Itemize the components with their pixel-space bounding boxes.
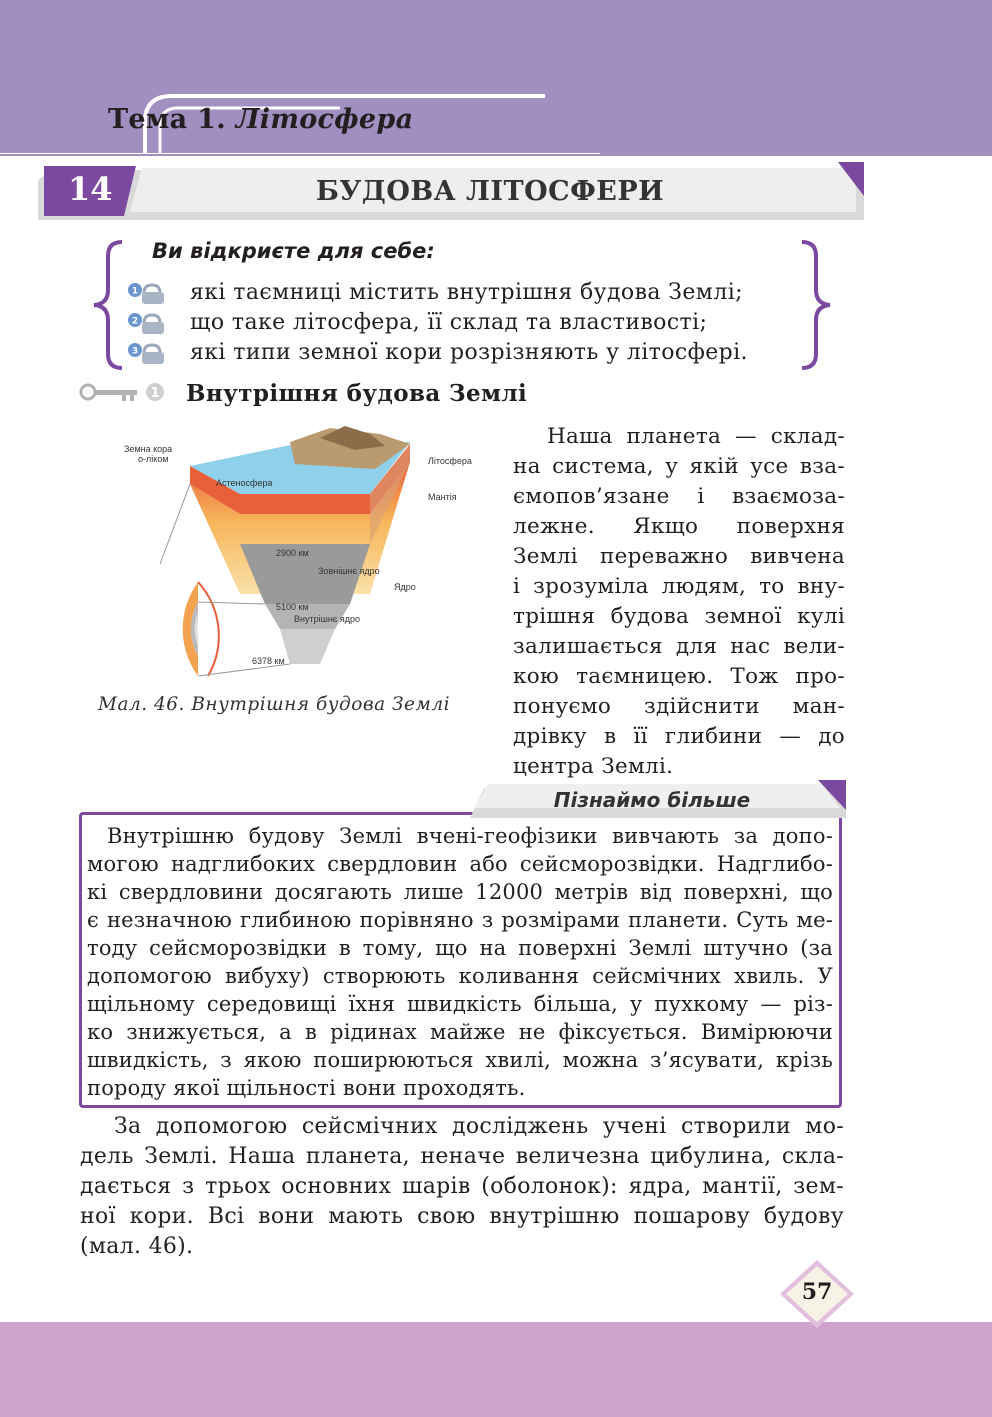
lock-icon-2	[126, 311, 168, 335]
lock-icon-3	[126, 341, 168, 365]
svg-text:6378 км: 6378 км	[252, 656, 285, 666]
svg-text:5100 км: 5100 км	[276, 602, 309, 612]
figure-caption: Мал. 46. Внутрішня будова Землі	[98, 694, 451, 715]
page-number: 57	[801, 1279, 833, 1305]
text-line: дрівку в її глибини — до	[513, 724, 845, 749]
text-line: лежне. Якщо поверхня	[513, 514, 845, 539]
text-line: За допомогою сейсмічних досліджень учені створили мо-	[114, 1114, 844, 1139]
topic-title: Тема 1. Літосфера	[108, 104, 414, 135]
svg-text:1: 1	[150, 386, 160, 401]
lock-icon-1	[126, 281, 168, 305]
earth-structure-figure	[80, 424, 490, 684]
svg-text:3: 3	[131, 346, 139, 357]
text-line: дається з трьох основних шарів (оболонок): ядра, мантії, зем-	[80, 1174, 844, 1199]
text-line: і зрозуміла людям, то вну-	[513, 574, 845, 599]
section-title: Внутрішня будова Землі	[186, 380, 528, 407]
text-line: Внутрішню будову Землі вчені-геофізики вивчають за допо-	[107, 824, 833, 848]
svg-text:Зовнішнє ядро: Зовнішнє ядро	[318, 566, 380, 576]
discover-item-2: що таке літосфера, її склад та властивості;	[190, 310, 708, 335]
text-line: (мал. 46).	[80, 1234, 194, 1259]
text-line: могою надглибоких свердловин або сейсморозвідки. Надглибо-	[87, 852, 833, 876]
lesson-number: 14	[68, 170, 113, 208]
footer-band	[0, 1322, 992, 1417]
svg-text:1: 1	[131, 286, 139, 297]
svg-text:Земна кора: Земна кора	[124, 444, 173, 454]
svg-text:2: 2	[131, 316, 139, 327]
lesson-title: БУДОВА ЛІТОСФЕРИ	[315, 176, 665, 207]
text-line: центра Землі.	[513, 754, 674, 779]
text-line: ної кори. Всі вони мають свою внутрішню пошарову будову	[80, 1204, 844, 1229]
svg-text:Внутрішнє ядро: Внутрішнє ядро	[294, 614, 361, 624]
text-line: ємопов’язане і взаємоза-	[513, 484, 845, 509]
text-line: Наша планета — склад-	[547, 424, 845, 449]
text-line: трішня будова земної кулі	[513, 604, 845, 629]
left-brace-icon	[88, 238, 128, 372]
text-line: породу якої щільності вони проходять.	[87, 1076, 526, 1100]
svg-text:Літосфера: Літосфера	[428, 456, 472, 466]
text-line: кою таємницею. Тож про-	[513, 664, 845, 689]
text-line: на система, у якій усе вза-	[513, 454, 845, 479]
text-line: ко знижується, а в рідинах майже не фіксується. Вимірюючи	[87, 1020, 833, 1044]
body-paragraph	[80, 1112, 844, 1262]
text-line: кі свердловини досягають лише 12000 метрів від поверхні, що	[87, 880, 833, 904]
right-brace-icon	[796, 238, 836, 372]
text-line: понуємо здійснити ман-	[513, 694, 845, 719]
text-line: дель Землі. Наша планета, неначе величезна цибулина, скла-	[80, 1144, 844, 1169]
text-line: тоду сейсморозвідки в тому, що на поверхні Землі штучно (за	[87, 936, 833, 960]
text-line: допомогою вибуху) створюють коливання сейсмічних хвиль. У	[87, 964, 833, 988]
svg-text:Мантія: Мантія	[428, 492, 457, 502]
info-title: Пізнаймо більше	[553, 788, 751, 812]
info-paragraph	[87, 822, 833, 1102]
text-line: є незначною глибиною порівняно з розмірами планети. Суть ме-	[87, 908, 833, 932]
side-paragraph	[513, 422, 845, 782]
text-line: Землі переважно вивчена	[513, 544, 845, 569]
text-line: залишається для нас вели-	[513, 634, 845, 659]
key-icon	[78, 381, 170, 405]
svg-text:о-ліком: о-ліком	[138, 454, 169, 464]
svg-text:Астеносфера: Астеносфера	[216, 478, 273, 488]
svg-text:2900 км: 2900 км	[276, 548, 309, 558]
text-line: швидкість, з якою поширюються хвилі, можна з’ясувати, крізь	[87, 1048, 833, 1072]
svg-text:Ядро: Ядро	[394, 582, 416, 592]
discover-heading: Ви відкриєте для себе:	[152, 239, 435, 263]
discover-item-1: які таємниці містить внутрішня будова Землі;	[190, 280, 743, 305]
discover-item-3: які типи земної кори розрізняють у літосфері.	[190, 340, 748, 365]
text-line: щільному середовищі їхня швидкість більша, у пухкому — різ-	[87, 992, 833, 1016]
